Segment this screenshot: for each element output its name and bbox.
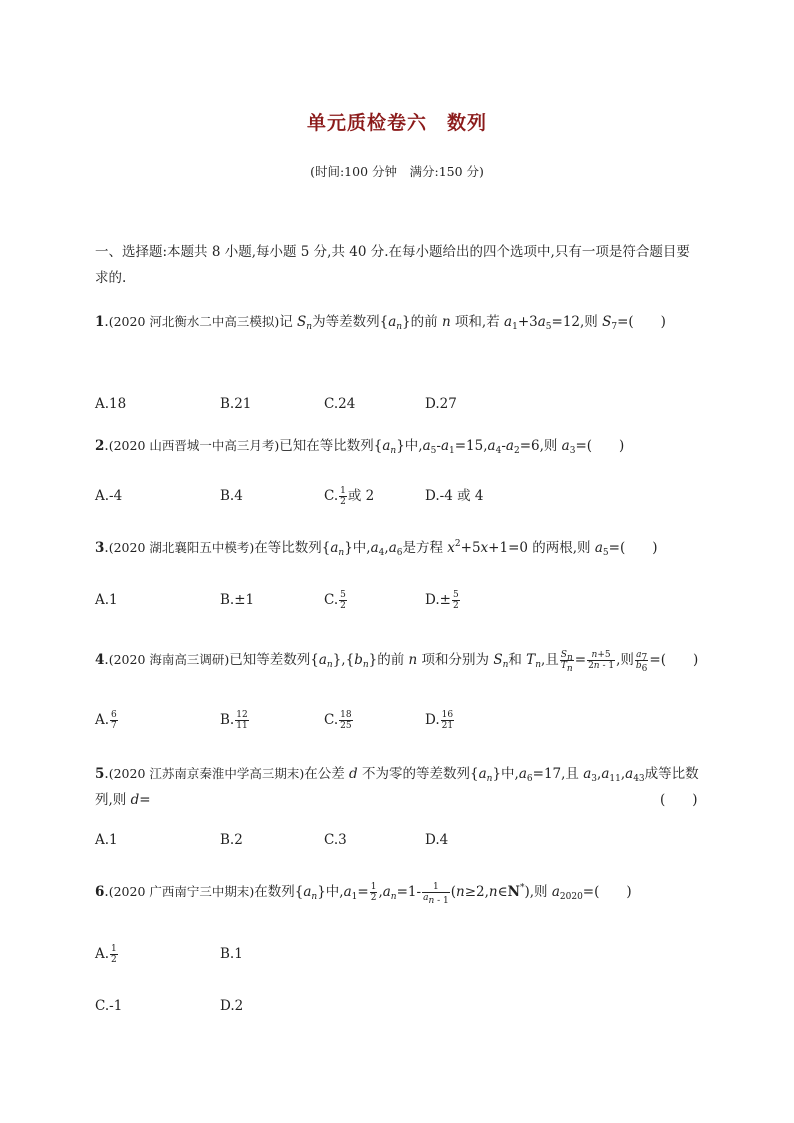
option-b[interactable]: B. $\frac{12}{11}$ [220,710,248,731]
option-d[interactable]: D.-4 或 4 [425,488,484,504]
question-number: 4 [95,652,105,668]
question-number: 3 [95,540,105,556]
option-d[interactable]: D.4 [425,832,449,848]
option-b[interactable]: B.2 [220,832,243,848]
question-source: (2020 广西南宁三中期末) [108,884,255,899]
exam-info: (时间:100 分钟 满分:150 分) [310,164,484,179]
section-intro-line2: 求的. [95,270,127,286]
option-d[interactable]: D. $\frac{16}{21}$ [425,710,454,731]
option-a[interactable]: A. $\frac{1}{2}$ [95,944,117,965]
question-6: 6.(2020 广西南宁三中期末)在数列$\{a_n\}$中$,a_1=$ $\frac{1}{2}$ $,a_n=1-$ $\frac{1}{a_{n - 1}}$ (n≥2,n∈N*),则 $a_{2020}=$( ) [95,882,632,906]
option-b[interactable]: B.±1 [220,592,255,608]
question-source: (2020 江苏南京秦淮中学高三期末) [108,766,305,781]
option-c[interactable]: C. $\frac{18}{25}$ [324,710,352,731]
option-a[interactable]: A.1 [95,832,118,848]
question-source: (2020 河北衡水二中高三模拟) [108,314,280,329]
option-c[interactable]: C. $\frac{1}{2}$ 或 2 [324,486,375,507]
option-c[interactable]: C. $\frac{5}{2}$ [324,590,346,611]
page-title: 单元质检卷六 数列 [306,112,487,134]
option-a[interactable]: A.18 [95,396,127,412]
question-number: 6 [95,884,105,900]
option-c[interactable]: C.3 [324,832,347,848]
question-3: 3.(2020 湖北襄阳五中模考)在等比数列$\{a_n\}$中$,a_4,a_6$是方程 $x^2+5x+1=0$ 的两根,则 $a_5=$( ) [95,539,658,558]
question-4: 4.(2020 海南高三调研)已知等差数列$\{a_n\},\{b_n\}$的前 n 项和分别为 $S_n$和 $T_n$,且 $\frac{S_n}{T_n}$ = $\frac{n+5}{2n - 1}$ ,则 $\frac{a_7}{b_6}$ =( ) [95,650,699,674]
option-b[interactable]: B.21 [220,396,252,412]
question-source: (2020 山西晋城一中高三月考) [108,438,280,453]
section-intro-line1: 一、选择题:本题共 8 小题,每小题 5 分,共 40 分.在每小题给出的四个选项中,只有一项是符合题目要 [95,244,690,260]
option-c[interactable]: C.-1 [95,998,123,1014]
question-5-line2: 列,则 d= [95,792,151,808]
option-d[interactable]: D.± $\frac{5}{2}$ [425,590,459,611]
question-source: (2020 湖北襄阳五中模考) [108,540,255,555]
option-d[interactable]: D.2 [220,998,244,1014]
question-number: 5 [95,766,105,782]
option-b[interactable]: B.4 [220,488,243,504]
question-number: 1 [95,314,105,330]
option-a[interactable]: A. $\frac{6}{7}$ [95,710,117,731]
question-1: 1.(2020 河北衡水二中高三模拟)记 $S_n$为等差数列$\{a_n\}$的前 n 项和,若 $a_1+3a_5=12$,则 $S_7=$( ) [95,314,666,332]
answer-paren: ( ) [660,792,698,808]
question-number: 2 [95,438,105,454]
option-b[interactable]: B.1 [220,946,243,962]
option-c[interactable]: C.24 [324,396,356,412]
question-2: 2.(2020 山西晋城一中高三月考)已知在等比数列$\{a_n\}$中$,a_5-a_1=15,a_4-a_2=6$,则 $a_3=$( ) [95,438,625,456]
option-d[interactable]: D.27 [425,396,457,412]
option-a[interactable]: A.-4 [95,488,123,504]
option-a[interactable]: A.1 [95,592,118,608]
question-5: 5.(2020 江苏南京秦淮中学高三期末)在公差 d 不为零的等差数列$\{a_n\}$中$,a_6=17$,且 $a_3,a_{11},a_{43}$成等比数 [95,766,699,784]
question-source: (2020 海南高三调研) [108,652,230,667]
